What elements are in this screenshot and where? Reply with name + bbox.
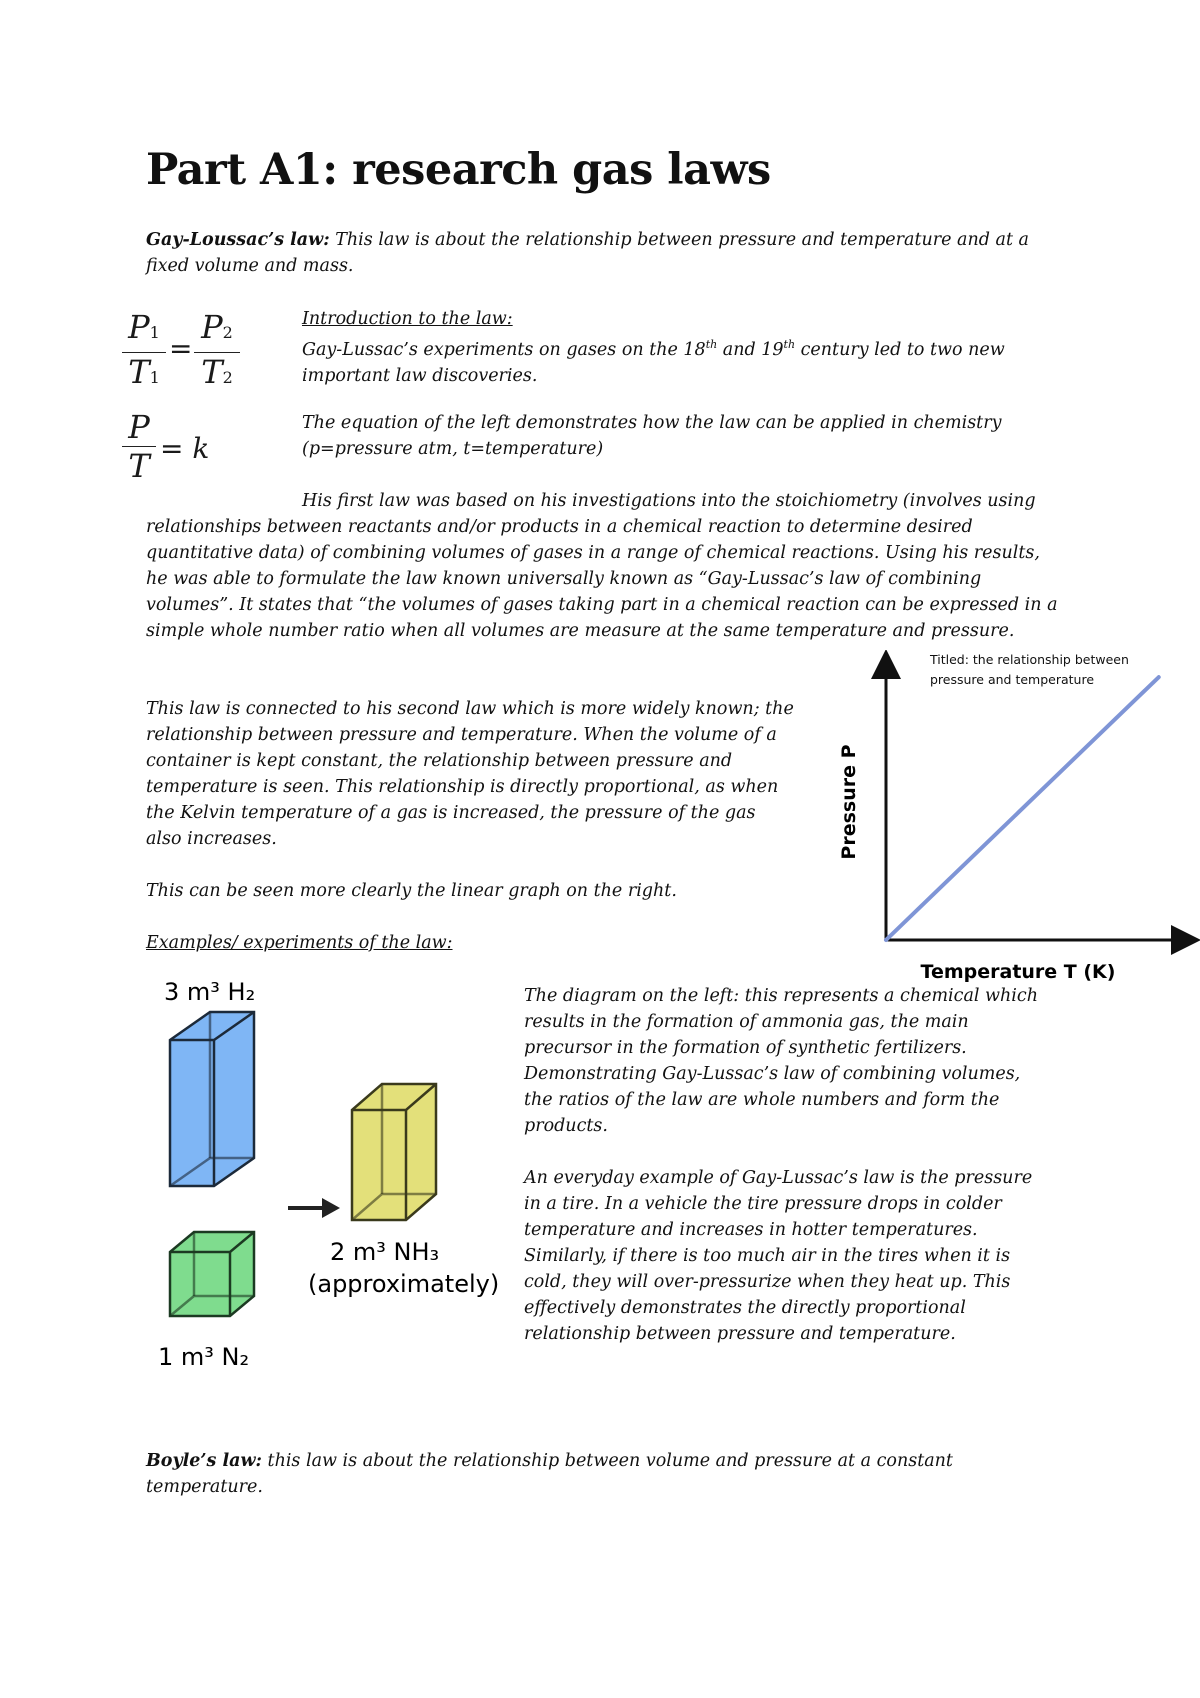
- eq-p2: P: [201, 308, 223, 346]
- gay-lussac-intro-text: This law is about the relationship between pressure and temperature and at a fixed volume and mass.: [146, 230, 1029, 276]
- nh3-volume-box: [352, 1084, 436, 1220]
- equation-paragraph: The equation of the left demonstrates how the law can be applied in chemistry (p=pressure atm, t=temperature): [302, 413, 1002, 459]
- intro-p1-b: and 19: [717, 339, 784, 360]
- eq-k: = k: [160, 432, 210, 465]
- nh3-label: 2 m³ NH₃: [330, 1238, 440, 1266]
- eq-p: P: [128, 408, 150, 446]
- intro-heading: Introduction to the law:: [302, 309, 513, 329]
- eq-sub2: 2: [222, 323, 233, 342]
- eq-t: T: [128, 447, 150, 485]
- eq-sub1: 1: [149, 323, 160, 342]
- eq-p1: P: [128, 308, 150, 346]
- n2-label: 1 m³ N₂: [158, 1343, 250, 1371]
- reaction-arrow: [288, 1198, 340, 1218]
- chart-title: Titled: the relationship between pressure and temperature: [930, 652, 1129, 687]
- intro-sup2: th: [783, 338, 796, 351]
- everyday-paragraph: An everyday example of Gay-Lussac’s law is the pressure in a tire. In a vehicle the tire pressure drops in colder temperature and increases in hotter temperatures. Similarly, if there is too much air in the tires when it is cold, they will over-pressurize when they heat up. This effectively demonstrates the directly proportional relationship between pressure and temperature.: [524, 1168, 1033, 1344]
- intro-paragraph: [302, 332, 1062, 389]
- diagram-paragraph: The diagram on the left: this represents a chemical which results in the formation of ammonia gas, the main precursor in the formation of synthetic fertilizers. Demonstrating Gay-Lussac’s law of combining volumes, the ratios of the law are whole numbers and form the products.: [524, 986, 1038, 1136]
- h2-label: 3 m³ H₂: [164, 978, 256, 1006]
- nh3-note: (approximately): [308, 1270, 500, 1298]
- eq-t1: T: [128, 353, 150, 391]
- chart-xlabel: Temperature T (K): [920, 961, 1116, 983]
- ammonia-reaction-diagram: [150, 970, 510, 1390]
- intro-p1-c: century led to two new important law discoveries.: [302, 339, 1005, 386]
- gay-lussac-label: Gay-Loussac’s law:: [146, 230, 330, 250]
- eq-sub1b: 1: [149, 368, 160, 387]
- h2-volume-box: [170, 1012, 254, 1186]
- gay-lussac-intro: [146, 227, 1066, 279]
- n2-volume-box: [170, 1232, 254, 1316]
- intro-sup1: th: [705, 338, 718, 351]
- intro-p1-a: Gay-Lussac’s experiments on gases on the 18: [302, 339, 706, 360]
- page-title: Part A1: research gas laws: [146, 145, 771, 195]
- eq-t2: T: [201, 353, 223, 391]
- second-law-paragraph: This law is connected to his second law which is more widely known; the relationship between pressure and temperature. When the volume of a container is kept constant, the relationship between pressure and temperature is seen. This relationship is directly proportional, as when the Kelvin temperature of a gas is increased, the pressure of the gas also increases.: [146, 699, 794, 849]
- boyle-paragraph: [146, 1448, 1066, 1500]
- chart-series-line: [886, 677, 1159, 940]
- intro-block: [302, 306, 1062, 389]
- eq-sub2b: 2: [222, 368, 233, 387]
- graph-note: This can be seen more clearly the linear graph on the right.: [146, 881, 677, 901]
- boyle-label: Boyle’s law:: [146, 1451, 262, 1471]
- examples-heading: Examples/ experiments of the law:: [146, 933, 453, 953]
- gay-lussac-equations: [122, 310, 252, 490]
- pressure-temperature-chart: [820, 650, 1200, 990]
- first-law-paragraph: His first law was based on his investigations into the stoichiometry (involves using relationships between reactants and/or products in a chemical reaction to determine desired quantitative data) of combining volumes of gases in a range of chemical reactions. Using his results, he was able to formulate the law known universally known as “Gay-Lussac’s law of combining volumes”. It states that “the volumes of gases taking part in a chemical reaction can be expressed in a simple whole number ratio when all volumes are measure at the same temperature and pressure.: [146, 491, 1058, 641]
- eq-equals: =: [169, 332, 193, 365]
- boyle-text: this law is about the relationship between volume and pressure at a constant temperature.: [146, 1451, 953, 1497]
- chart-ylabel: Pressure P: [838, 744, 860, 860]
